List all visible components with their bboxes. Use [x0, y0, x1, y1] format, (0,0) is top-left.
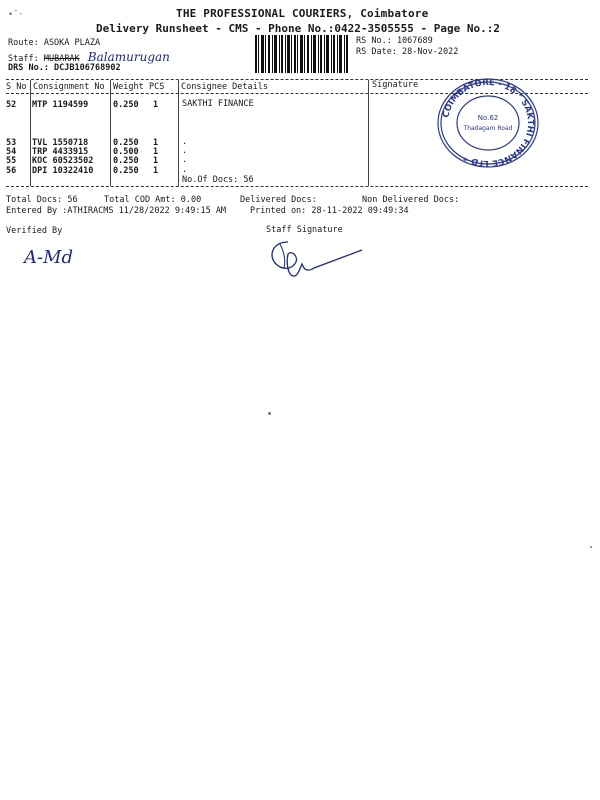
non-delivered-docs: Non Delivered Docs: — [362, 195, 460, 205]
runsheet-title: Delivery Runsheet - CMS - Phone No.:0422-3505555 - Page No.:2 — [96, 22, 500, 35]
corner-mark: •̄ · — [8, 10, 24, 20]
col-divider — [178, 80, 179, 186]
scan-speck — [590, 546, 592, 548]
staff-label: Staff: — [8, 54, 39, 64]
cell-pcs: 1 — [153, 138, 159, 148]
delivered-docs: Delivered Docs: — [240, 195, 317, 205]
svg-text:COIMBATORE - 18 * SAKTHI FINAN — [441, 78, 535, 168]
cell-sno: 53 — [6, 138, 17, 148]
stamp-inner-line: No.62 — [477, 114, 499, 122]
company-title: THE PROFESSIONAL COURIERS, Coimbatore — [176, 7, 429, 20]
staff-row — [8, 50, 170, 64]
cell-weight: 0.250 — [113, 100, 139, 110]
route-label: Route: ASOKA PLAZA — [8, 38, 101, 48]
col-divider — [110, 80, 111, 186]
no-of-docs: No.Of Docs: 56 — [182, 175, 254, 185]
cell-pcs: 1 — [153, 166, 159, 176]
verified-signature-text: A-Md — [24, 247, 74, 268]
staff-handwritten-name: Balamurugan — [87, 50, 170, 64]
cell-sno: 56 — [6, 166, 17, 176]
table-bottom-rule — [6, 186, 588, 187]
cell-weight: 0.250 — [113, 138, 139, 148]
total-cod: Total COD Amt: 0.00 — [104, 195, 202, 205]
staff-struck-name: MUBARAK — [43, 54, 80, 64]
barcode-image — [255, 35, 349, 73]
stamp-outer-text: COIMBATORE - 18 * SAKTHI FINANCE LTD * — [441, 77, 536, 169]
cell-consignment: TRP 4433915 — [32, 147, 89, 157]
cell-weight: 0.500 — [113, 147, 139, 157]
entered-by: Entered By :ATHIRACMS 11/28/2022 9:49:15 AM — [6, 206, 227, 216]
col-header-consignee: Consignee Details — [181, 82, 268, 92]
rs-number: RS No.: 1067689 — [356, 36, 433, 46]
cell-sno: 54 — [6, 147, 17, 157]
staff-signature-label: Staff Signature — [266, 225, 343, 235]
total-docs: Total Docs: 56 — [6, 195, 78, 205]
cell-weight: 0.250 — [113, 156, 139, 166]
printed-on: Printed on: 28-11-2022 09:49:34 — [250, 206, 409, 216]
cell-consignee: SAKTHI FINANCE — [182, 99, 254, 109]
cell-pcs: 1 — [153, 156, 159, 166]
cell-consignee: . — [182, 155, 188, 165]
cell-consignee: . — [182, 165, 188, 175]
col-divider — [368, 80, 369, 186]
scan-speck — [268, 412, 271, 415]
cell-consignment: MTP 1194599 — [32, 100, 89, 110]
stamp-inner-line: Thadagam Road — [463, 125, 513, 132]
cell-consignment: KOC 60523502 — [32, 156, 94, 166]
company-stamp — [434, 76, 542, 170]
cell-sno: 52 — [6, 100, 17, 110]
cell-pcs: 1 — [153, 147, 159, 157]
cell-sno: 55 — [6, 156, 17, 166]
col-header-pcs: PCS — [149, 82, 165, 92]
staff-signature-image — [262, 234, 370, 280]
col-header-sno: S No — [6, 82, 27, 92]
verified-by-signature — [22, 241, 92, 271]
verified-by-label: Verified By — [6, 226, 63, 236]
col-divider — [30, 80, 31, 186]
cell-consignment: TVL 1550718 — [32, 138, 89, 148]
rs-date: RS Date: 28-Nov-2022 — [356, 47, 459, 57]
cell-consignee: . — [182, 137, 188, 147]
cell-weight: 0.250 — [113, 166, 139, 176]
cell-consignment: DPI 10322410 — [32, 166, 94, 176]
col-header-signature: Signature — [372, 80, 419, 90]
col-header-weight: Weight — [113, 82, 144, 92]
drs-number: DRS No.: DCJB106768902 — [8, 63, 121, 73]
cell-consignee: . — [182, 146, 188, 156]
col-header-consignment: Consignment No — [33, 82, 105, 92]
cell-pcs: 1 — [153, 100, 159, 110]
